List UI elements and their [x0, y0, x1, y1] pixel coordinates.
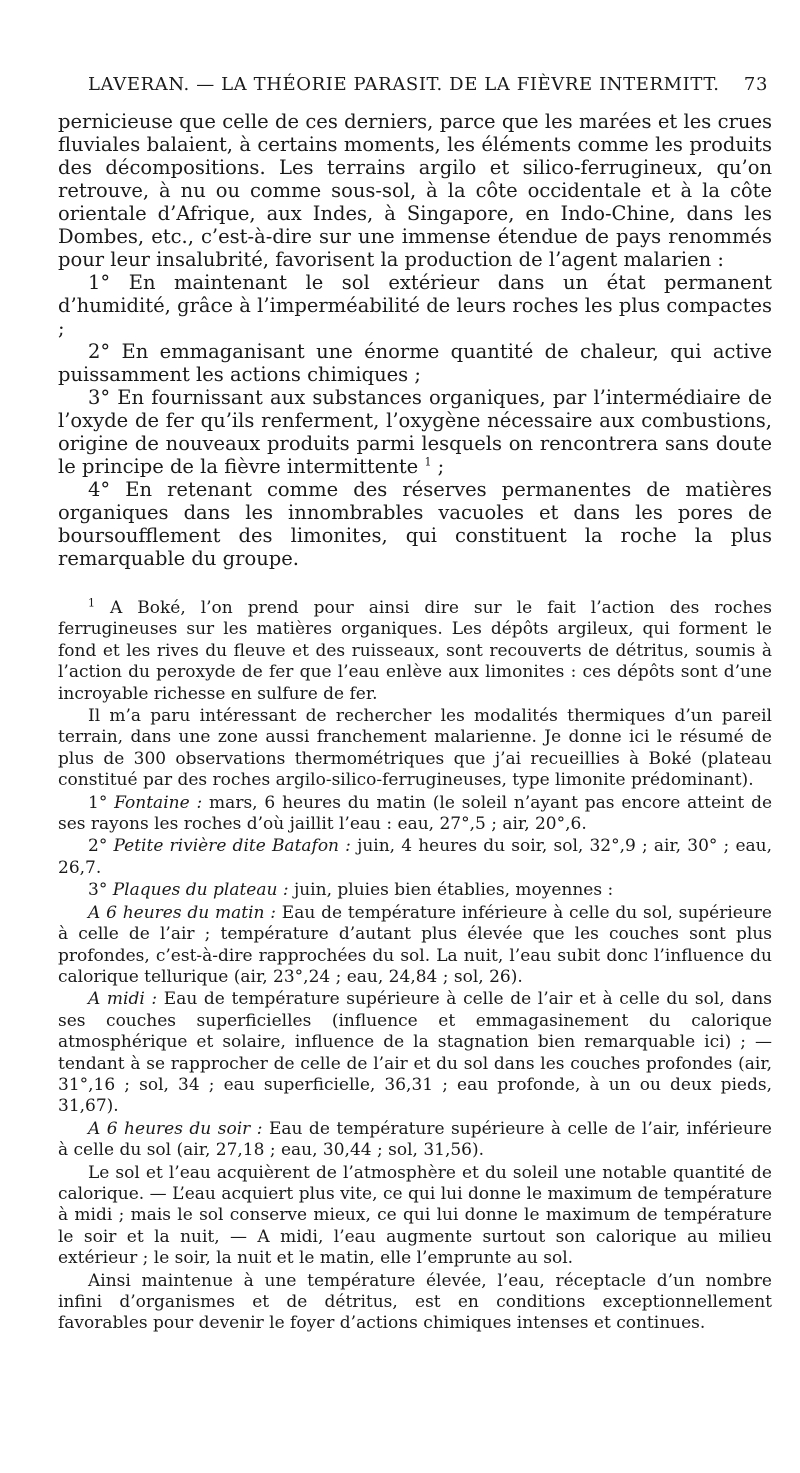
- observation-evening: [58, 1119, 772, 1162]
- observation-location: Fontaine :: [114, 792, 203, 813]
- footnote-mark: 1: [88, 596, 95, 610]
- observation-text: Eau de température inférieure à celle du sol, supérieure à celle de l’air ; température d’autant plus élevée que les couches sont plus profondes, c’est-à-dire rapprochées du sol. La nuit, l’eau subit donc l’influence du calorique tellurique (air, 23°,24 ; eau, 24,84 ; sol, 26).: [58, 902, 772, 987]
- footnote-reference: 1: [424, 455, 432, 469]
- observation-time: A 6 heures du soir :: [88, 1118, 263, 1139]
- observation-morning: [58, 903, 772, 989]
- list-item-4: 4° En retenant comme des réserves permanentes de matières organiques dans les innombrables vacuoles et dans les pores de boursoufflement des limonites, qui constituent la roche la plus remarquable du groupe.: [58, 478, 772, 570]
- body-paragraph: pernicieuse que celle de ces derniers, parce que les marées et les crues fluviales balaient, à certains moments, les éléments comme les produits des décompositions. Les terrains argilo et silico-ferrugineux, qu’on retrouve, à nu ou comme sous-sol, à la côte occidentale et à la côte orientale d’Afrique, aux Indes, à Singapore, en Indo-Chine, dans les Dombes, etc., c’est-à-dire sur une immense étendue de pays renommés pour leur insalubrité, favorisent la production de l’agent malarien :: [58, 110, 772, 271]
- list-item-3-text: 3° En fournissant aux substances organiques, par l’intermédiaire de l’oxyde de fer qu’ils renferment, l’oxygène nécessaire aux combustions, origine de nouveaux produits parmi lesquels on rencontrera sans doute le principe de la fièvre intermittente: [58, 386, 772, 478]
- observation-batafon: [58, 836, 772, 879]
- list-item-2: 2° En emmaganisant une énorme quantité de chaleur, qui active puissamment les actions chimiques ;: [58, 340, 772, 386]
- observation-fontaine: [58, 793, 772, 836]
- observation-number: 1°: [88, 792, 115, 813]
- page-number: 73: [743, 74, 768, 95]
- running-head: [88, 74, 768, 102]
- observation-noon: [58, 989, 772, 1117]
- observation-plateau: [58, 880, 772, 901]
- observation-location: Petite rivière dite Batafon :: [113, 836, 351, 857]
- footnote-paragraph-conclusion: Le sol et l’eau acquièrent de l’atmosphère et du soleil une notable quantité de calorique. — L’eau acquiert plus vite, ce qui lui donne le maximum de température à midi ; mais le sol conserve mieux, ce qui lui donne le maximum de température le soir et la nuit, — A midi, l’eau augmente surtout son calorique au milieu extérieur ; le soir, la nuit et le matin, elle l’emprunte au sol.: [58, 1162, 772, 1269]
- observation-number: 3°: [88, 880, 113, 901]
- main-text: [58, 110, 772, 570]
- observation-text: Eau de température supérieure à celle de l’air, inférieure à celle du sol (air, 27,18 ; eau, 30,44 ; sol, 31,56).: [58, 1118, 772, 1161]
- observation-text: Eau de température supérieure à celle de l’air et à celle du sol, dans ses couches superficielles (influence et emmagasinement du calorique atmosphérique et solaire, influence de la stagnation bien remarquable ici) ; — tendant à se rapprocher de celle de l’air et du sol dans les couches profondes (air, 31°,16 ; sol, 34 ; eau superficielle, 36,31 ; eau profonde, à un ou deux pieds, 31,67).: [58, 989, 772, 1117]
- footnote-text-1: A Boké, l’on prend pour ainsi dire sur le fait l’action des roches ferrugineuses sur les matières organiques. Les dépôts argileux, qui forment le fond et les rives du fleuve et des ruisseaux, sont recouverts de détritus, soumis à l’action du peroxyde de fer que l’eau enlève aux limonites : ces dépôts sont d’une incroyable richesse en sulfure de fer.: [58, 598, 772, 704]
- observation-time: A 6 heures du matin :: [88, 902, 276, 923]
- running-head-title: LAVERAN. — LA THÉORIE PARASIT. DE LA FIÈVRE INTERMITT.: [88, 74, 720, 95]
- footnote-paragraph-final: Ainsi maintenue à une température élevée, l’eau, réceptacle d’un nombre infini d’organismes et de détritus, est en conditions exceptionnellement favorables pour devenir le foyer d’actions chimiques intenses et continues.: [58, 1270, 772, 1334]
- list-item-3: [58, 386, 772, 478]
- observation-number: 2°: [88, 836, 114, 857]
- observation-text: juin, pluies bien établies, moyennes :: [288, 880, 614, 901]
- list-item-3-tail: ;: [431, 455, 445, 478]
- list-item-1: 1° En maintenant le sol extérieur dans un état permanent d’humidité, grâce à l’imperméabilité de leurs roches les plus compactes ;: [58, 271, 772, 340]
- observation-location: Plaques du plateau :: [112, 880, 289, 901]
- observation-text: juin, 4 heures du soir, sol, 32°,9 ; air, 30° ; eau, 26,7.: [58, 836, 772, 878]
- footnote: [58, 598, 772, 1335]
- footnote-paragraph-2: Il m’a paru intéressant de rechercher les modalités thermiques d’un pareil terrain, dans une zone aussi franchement malarienne. Je donne ici le résumé de plus de 300 observations thermométriques que j’ai recueillies à Boké (plateau constitué par des roches argilo-silico-ferrugineuses, type limonite prédominant).: [58, 706, 772, 791]
- footnote-paragraph-1: [58, 598, 772, 705]
- observation-text: mars, 6 heures du matin (le soleil n’ayant pas encore atteint de ses rayons les roches d’où jaillit l’eau : eau, 27°,5 ; air, 20°,6.: [58, 792, 773, 835]
- observation-time: A midi :: [88, 989, 158, 1010]
